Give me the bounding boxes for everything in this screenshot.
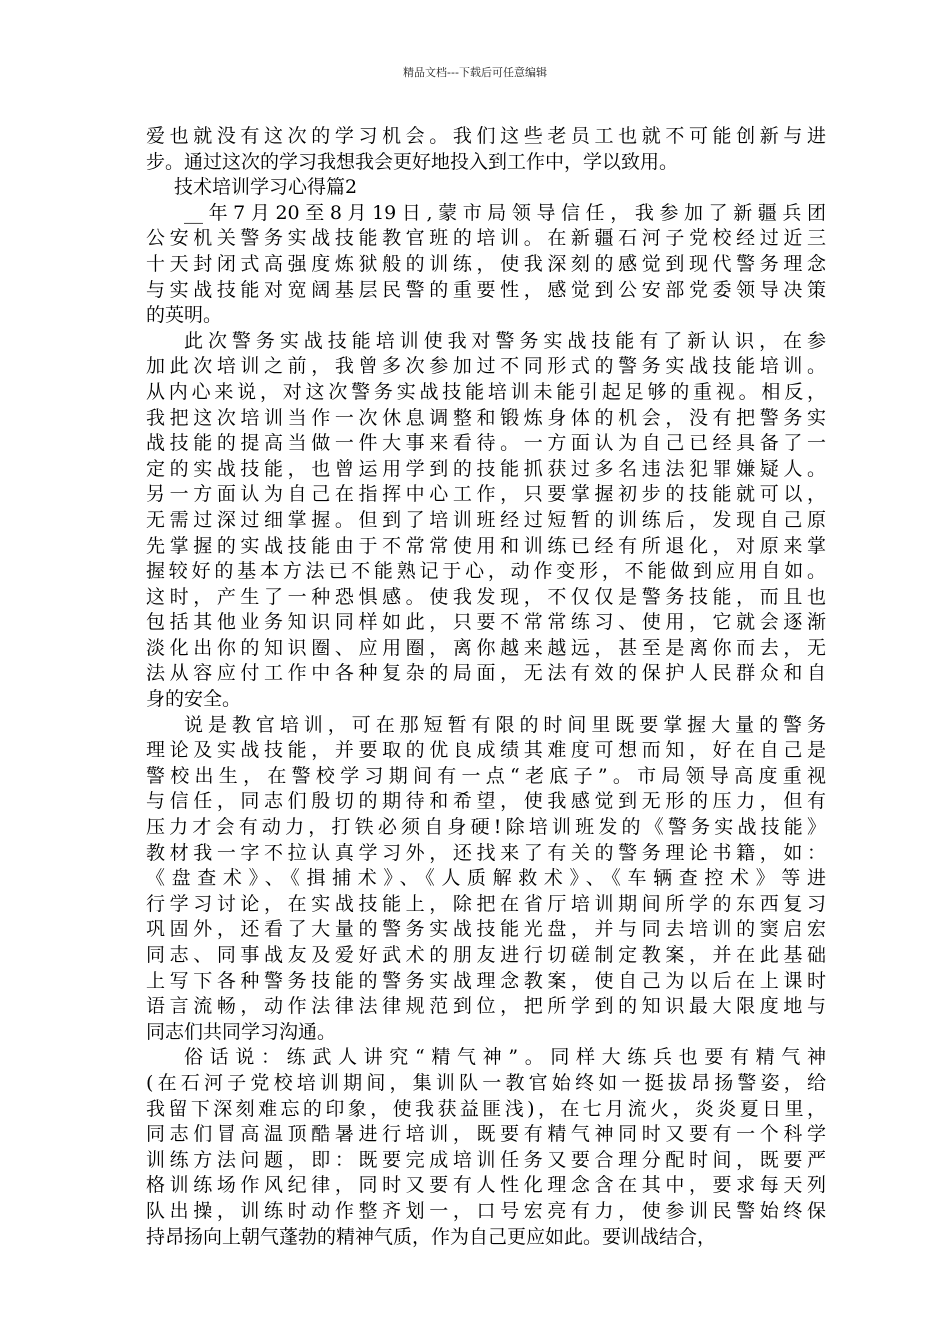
text-line: 队出操，训练时动作整齐划一，口号宏亮有力，使参训民警始终保 [146, 1199, 826, 1222]
text-line: 格训练场作风纪律，同时又要有人性化理念含在其中，要求每天列 [146, 1174, 826, 1197]
text-line: 说是教官培训，可在那短暂有限的时间里既要掌握大量的警务 [184, 713, 826, 736]
text-line: 《盘查术》、《揖捕术》、《人质解救术》、《车辆查控术》等进 [146, 867, 826, 890]
text-line: 身的安全。 [146, 688, 242, 711]
text-line: 战技能的提高当做一件大事来看待。一方面认为自己已经具备了一 [146, 432, 826, 455]
text-line: 加此次培训之前，我曾多次参加过不同形式的警务实战技能培训。 [146, 355, 826, 378]
text-line: 此次警务实战技能培训使我对警务实战技能有了新认识，在参 [184, 329, 826, 352]
text-line: 先掌握的实战技能由于不常常使用和训练已经有所退化，对原来掌 [146, 534, 826, 557]
text-line: __年7月20至8月19日,蒙市局领导信任，我参加了新疆兵团 [184, 201, 826, 224]
text-line: 无需过深过细掌握。但到了培训班经过短暂的训练后，发现自己原 [146, 508, 826, 531]
text-line: 我把这次培训当作一次休息调整和锻炼身体的机会，没有把警务实 [146, 406, 826, 429]
text-line: 淡化出你的知识圈、应用圈，离你越来越远，甚至是离你而去，无 [146, 636, 826, 659]
text-line: 同志们共同学习沟通。 [146, 1020, 337, 1043]
text-line: 这时，产生了一种恐惧感。使我发现，不仅仅是警务技能，而且也 [146, 585, 826, 608]
document-body [146, 124, 826, 1250]
text-line: 与实战技能对宽阔基层民警的重要性，感觉到公安部党委领导决策 [146, 278, 826, 301]
text-line: 公安机关警务实战技能教官班的培训。在新疆石河子党校经过近三 [146, 227, 826, 250]
page-header-watermark: 精品文档---下载后可任意编辑 [403, 66, 547, 79]
text-line: 握较好的基本方法已不能熟记于心，动作变形，不能做到应用自如。 [146, 560, 826, 583]
section-title: 技术培训学习心得篇2 [174, 176, 358, 199]
text-line: 语言流畅，动作法律法律规范到位，把所学到的知识最大限度地与 [146, 995, 826, 1018]
text-line: 另一方面认为自己在指挥中心工作，只要掌握初步的技能就可以， [146, 483, 826, 506]
text-line: 训练方法问题，即：既要完成培训任务又要合理分配时间，既要严 [146, 1148, 826, 1171]
text-line: 步。通过这次的学习我想我会更好地投入到工作中，学以致用。 [146, 150, 679, 173]
text-line: 压力才会有动力，打铁必须自身硬!除培训班发的《警务实战技能》 [146, 816, 826, 839]
text-line: 警校出生，在警校学习期间有一点“老底子”。市局领导高度重视 [146, 764, 826, 787]
text-line: 上写下各种警务技能的警务实战理念教案，使自己为以后在上课时 [146, 969, 826, 992]
text-line: (在石河子党校培训期间，集训队一教官始终如一挺拔昂扬警姿，给 [146, 1071, 826, 1094]
text-line: 从内心来说，对这次警务实战技能培训未能引起足够的重视。相反， [146, 380, 826, 403]
text-line: 与信任，同志们殷切的期待和希望，使我感觉到无形的压力，但有 [146, 790, 826, 813]
text-line: 同志们冒高温顶酷暑进行培训，既要有精气神同时又要有一个科学 [146, 1123, 826, 1146]
text-line: 俗话说：练武人讲究“精气神”。同样大练兵也要有精气神 [184, 1046, 826, 1069]
text-line: 法从容应付工作中各种复杂的局面，无法有效的保护人民群众和自 [146, 662, 826, 685]
text-line: 定的实战技能，也曾运用学到的技能抓获过多名违法犯罪嫌疑人。 [146, 457, 826, 480]
text-line: 教材我一字不拉认真学习外，还找来了有关的警务理论书籍，如： [146, 841, 826, 864]
text-line: 持昂扬向上朝气蓬勃的精神气质，作为自己更应如此。要训战结合， [146, 1225, 717, 1248]
text-line: 包括其他业务知识同样如此，只要不常常练习、使用，它就会逐渐 [146, 611, 826, 634]
text-line: 的英明。 [146, 304, 223, 327]
text-line: 十天封闭式高强度炼狱般的训练，使我深刻的感觉到现代警务理念 [146, 252, 826, 275]
text-line: 行学习讨论，在实战技能上，除把在省厅培训期间所学的东西复习 [146, 892, 826, 915]
text-line: 理论及实战技能，并要取的优良成绩其难度可想而知，好在自己是 [146, 739, 826, 762]
text-line: 同志、同事战友及爱好武术的朋友进行切磋制定教案，并在此基础 [146, 944, 826, 966]
text-line: 巩固外，还看了大量的警务实战技能光盘，并与同去培训的窦启宏 [146, 918, 826, 941]
text-line: 我留下深刻难忘的印象，使我获益匪浅)，在七月流火，炎炎夏日里， [146, 1097, 826, 1120]
text-line: 爱也就没有这次的学习机会。我们这些老员工也就不可能创新与进 [146, 125, 826, 147]
